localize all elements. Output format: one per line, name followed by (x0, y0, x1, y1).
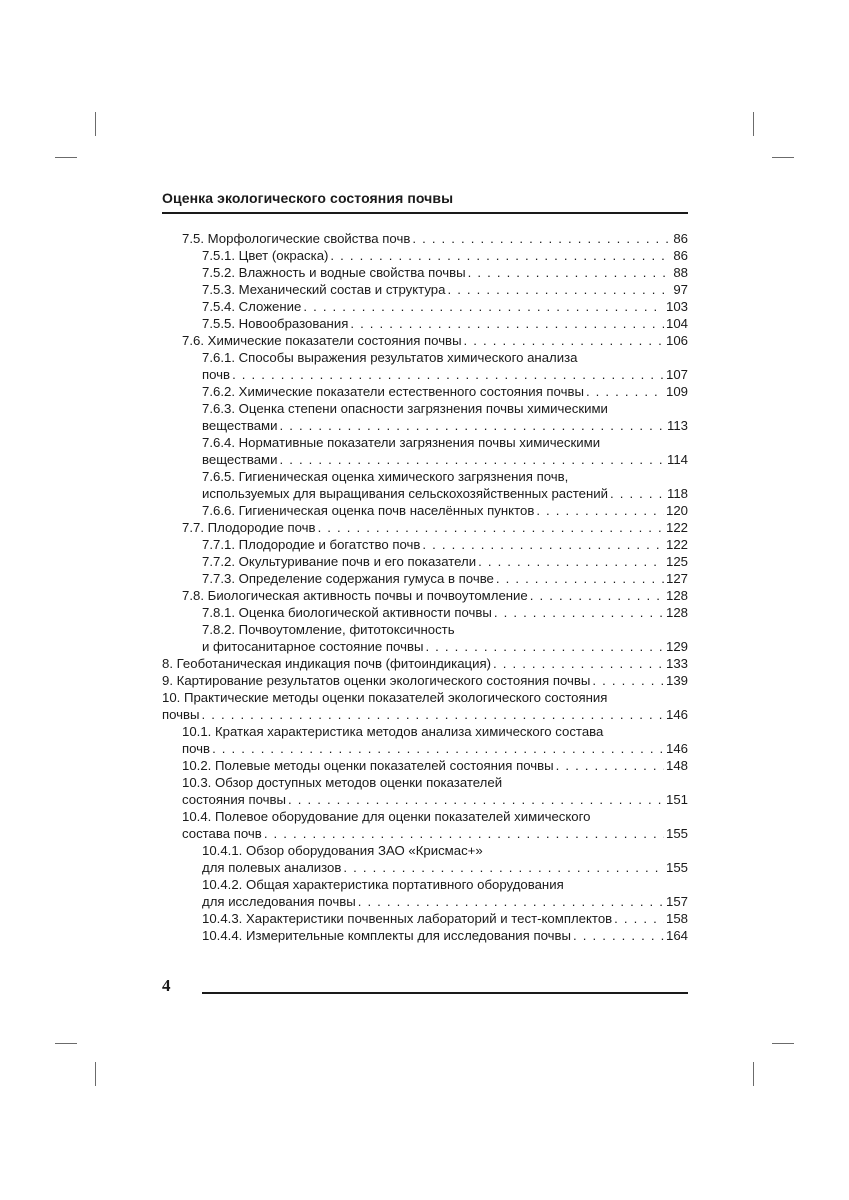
toc-entry-title: 10.2. Полевые методы оценки показателей состояния почвы (182, 758, 554, 773)
header-rule (162, 212, 688, 214)
dot-leader (280, 417, 665, 434)
toc-entry-title: 7.5.2. Влажность и водные свойства почвы (202, 265, 466, 280)
page-number: 4 (162, 976, 171, 995)
dot-leader (212, 740, 664, 757)
toc-entry-title: почв (182, 741, 211, 756)
toc-entry[interactable] (162, 604, 688, 621)
toc-page-number: 103 (665, 299, 688, 314)
dot-leader (496, 570, 664, 587)
dot-leader (425, 638, 664, 655)
dot-leader (280, 451, 665, 468)
toc-entry-title: 7.7. Плодородие почв (182, 520, 316, 535)
toc-page-number: 86 (673, 231, 688, 246)
dot-leader (350, 315, 664, 332)
toc-page-number: 158 (665, 911, 688, 926)
toc-page-number: 129 (665, 639, 688, 654)
toc-entry-title: 7.5.5. Новообразования (202, 316, 349, 331)
toc-entry-title: веществами (202, 452, 278, 467)
dot-leader (530, 587, 664, 604)
toc-page-number: 97 (673, 282, 688, 297)
toc-entry-title: 7.8.1. Оценка биологической активности почвы (202, 605, 492, 620)
crop-mark (55, 157, 77, 158)
dot-leader (232, 366, 664, 383)
crop-mark (95, 1062, 96, 1086)
toc-entry-title-line: 10.1. Краткая характеристика методов анализа химического состава (182, 724, 604, 739)
toc-page-number: 128 (665, 588, 688, 603)
toc-page-number: 155 (665, 860, 688, 875)
dot-leader (330, 247, 671, 264)
toc-entry-title-line: 10.3. Обзор доступных методов оценки показателей (182, 775, 503, 790)
toc-page-number: 157 (665, 894, 688, 909)
toc-page-number: 146 (665, 741, 688, 756)
dot-leader (468, 264, 672, 281)
table-of-contents (162, 230, 688, 944)
toc-entry-title: 7.8. Биологическая активность почвы и почвоутомление (182, 588, 528, 603)
dot-leader (288, 791, 664, 808)
dot-leader (556, 757, 664, 774)
dot-leader (478, 553, 664, 570)
toc-entry[interactable] (162, 689, 688, 723)
toc-entry[interactable] (162, 230, 688, 247)
toc-page-number: 118 (666, 486, 688, 501)
toc-entry-title-line: 10.4. Полевое оборудование для оценки показателей химического (182, 809, 591, 824)
crop-mark (772, 157, 794, 158)
toc-entry-title: 8. Геоботаническая индикация почв (фитоиндикация) (162, 656, 492, 671)
toc-page-number: 120 (665, 503, 688, 518)
toc-entry-title: 7.5.3. Механический состав и структура (202, 282, 446, 297)
dot-leader (202, 706, 664, 723)
toc-entry-title: используемых для выращивания сельскохозяйственных растений (202, 486, 608, 501)
toc-entry-title: 7.7.3. Определение содержания гумуса в почве (202, 571, 494, 586)
toc-entry[interactable] (162, 910, 688, 927)
running-header: Оценка экологического состояния почвы (162, 190, 454, 206)
toc-page-number: 148 (665, 758, 688, 773)
crop-mark (753, 1062, 754, 1086)
toc-page-number: 113 (666, 418, 688, 433)
toc-page-number: 107 (665, 367, 688, 382)
toc-page-number: 139 (665, 673, 688, 688)
toc-entry[interactable] (162, 757, 688, 774)
toc-entry-title: 9. Картирование результатов оценки экологического состояния почвы (162, 673, 591, 688)
footer-rule (202, 992, 688, 994)
toc-entry-title-line: 7.6.3. Оценка степени опасности загрязнения почвы химическими (202, 401, 608, 416)
toc-entry[interactable] (162, 281, 688, 298)
dot-leader (614, 910, 664, 927)
toc-entry-title-line: 10.4.1. Обзор оборудования ЗАО «Крисмас+» (202, 843, 483, 858)
toc-entry-title: 7.5.4. Сложение (202, 299, 302, 314)
toc-entry-title: веществами (202, 418, 278, 433)
toc-page-number: 125 (665, 554, 688, 569)
toc-entry-title: 7.6. Химические показатели состояния почвы (182, 333, 462, 348)
toc-page-number: 146 (665, 707, 688, 722)
toc-entry[interactable] (162, 298, 688, 315)
toc-entry[interactable] (162, 876, 688, 910)
toc-entry-title: 10.4.4. Измерительные комплекты для исследования почвы (202, 928, 572, 943)
dot-leader (494, 604, 664, 621)
toc-entry[interactable] (162, 774, 688, 808)
toc-entry[interactable] (162, 553, 688, 570)
toc-page-number: 88 (673, 265, 688, 280)
toc-page-number: 151 (665, 792, 688, 807)
toc-page-number: 122 (665, 520, 688, 535)
toc-entry-title: 7.6.2. Химические показатели естественного состояния почвы (202, 384, 584, 399)
toc-page-number: 106 (665, 333, 688, 348)
toc-page-number: 122 (665, 537, 688, 552)
dot-leader (303, 298, 664, 315)
toc-entry-title-line: 7.6.4. Нормативные показатели загрязнения почвы химическими (202, 435, 601, 450)
toc-entry-title: состава почв (182, 826, 262, 841)
toc-entry-title-line: 10.4.2. Общая характеристика портативного оборудования (202, 877, 564, 892)
toc-page-number: 86 (673, 248, 688, 263)
toc-entry[interactable] (162, 264, 688, 281)
toc-entry-title: почвы (162, 707, 200, 722)
toc-entry[interactable] (162, 655, 688, 672)
crop-mark (95, 112, 96, 136)
toc-entry-title: 10.4.3. Характеристики почвенных лабораторий и тест-комплектов (202, 911, 613, 926)
toc-entry[interactable] (162, 315, 688, 332)
toc-entry-title: состояния почвы (182, 792, 287, 807)
dot-leader (264, 825, 664, 842)
toc-entry-title: для исследования почвы (202, 894, 356, 909)
toc-page-number: 164 (665, 928, 688, 943)
toc-entry[interactable] (162, 332, 688, 349)
toc-entry[interactable] (162, 536, 688, 553)
toc-page-number: 104 (665, 316, 688, 331)
toc-entry-title: 7.5.1. Цвет (окраска) (202, 248, 329, 263)
toc-page-number: 155 (665, 826, 688, 841)
toc-entry[interactable] (162, 519, 688, 536)
toc-entry-title-line: 7.6.1. Способы выражения результатов химического анализа (202, 350, 578, 365)
toc-entry-title-line: 7.8.2. Почвоутомление, фитотоксичность (202, 622, 455, 637)
toc-entry[interactable] (162, 927, 688, 944)
dot-leader (447, 281, 671, 298)
toc-entry[interactable] (162, 570, 688, 587)
toc-entry-title: почв (202, 367, 231, 382)
toc-entry[interactable] (162, 587, 688, 604)
toc-entry[interactable] (162, 383, 688, 400)
toc-entry[interactable] (162, 621, 688, 655)
crop-mark (772, 1043, 794, 1044)
dot-leader (592, 672, 664, 689)
toc-entry-title: 7.6.6. Гигиеническая оценка почв населённых пунктов (202, 503, 535, 518)
toc-page-number: 133 (665, 656, 688, 671)
dot-leader (318, 519, 664, 536)
toc-entry-title: для полевых анализов (202, 860, 342, 875)
toc-entry-title: 7.7.1. Плодородие и богатство почв (202, 537, 421, 552)
dot-leader (412, 230, 671, 247)
toc-entry[interactable] (162, 434, 688, 468)
dot-leader (573, 927, 664, 944)
toc-entry[interactable] (162, 808, 688, 842)
toc-entry-title: 7.5. Морфологические свойства почв (182, 231, 411, 246)
toc-entry[interactable] (162, 349, 688, 383)
toc-entry-title-line: 7.6.5. Гигиеническая оценка химического загрязнения почв, (202, 469, 569, 484)
dot-leader (464, 332, 664, 349)
dot-leader (422, 536, 664, 553)
dot-leader (493, 655, 664, 672)
dot-leader (343, 859, 664, 876)
toc-entry[interactable] (162, 842, 688, 876)
toc-entry[interactable] (162, 247, 688, 264)
toc-entry[interactable] (162, 672, 688, 689)
toc-entry[interactable] (162, 723, 688, 757)
toc-entry-title: и фитосанитарное состояние почвы (202, 639, 424, 654)
toc-page-number: 109 (665, 384, 688, 399)
dot-leader (586, 383, 664, 400)
crop-mark (753, 112, 754, 136)
dot-leader (358, 893, 664, 910)
toc-page-number: 128 (665, 605, 688, 620)
toc-entry-title: 7.7.2. Окультуривание почв и его показатели (202, 554, 477, 569)
toc-entry-title-line: 10. Практические методы оценки показателей экологического состояния (162, 690, 608, 705)
toc-entry[interactable] (162, 502, 688, 519)
toc-entry[interactable] (162, 468, 688, 502)
toc-page-number: 127 (665, 571, 688, 586)
toc-page-number: 114 (666, 452, 688, 467)
dot-leader (536, 502, 664, 519)
toc-entry[interactable] (162, 400, 688, 434)
dot-leader (610, 485, 665, 502)
crop-mark (55, 1043, 77, 1044)
